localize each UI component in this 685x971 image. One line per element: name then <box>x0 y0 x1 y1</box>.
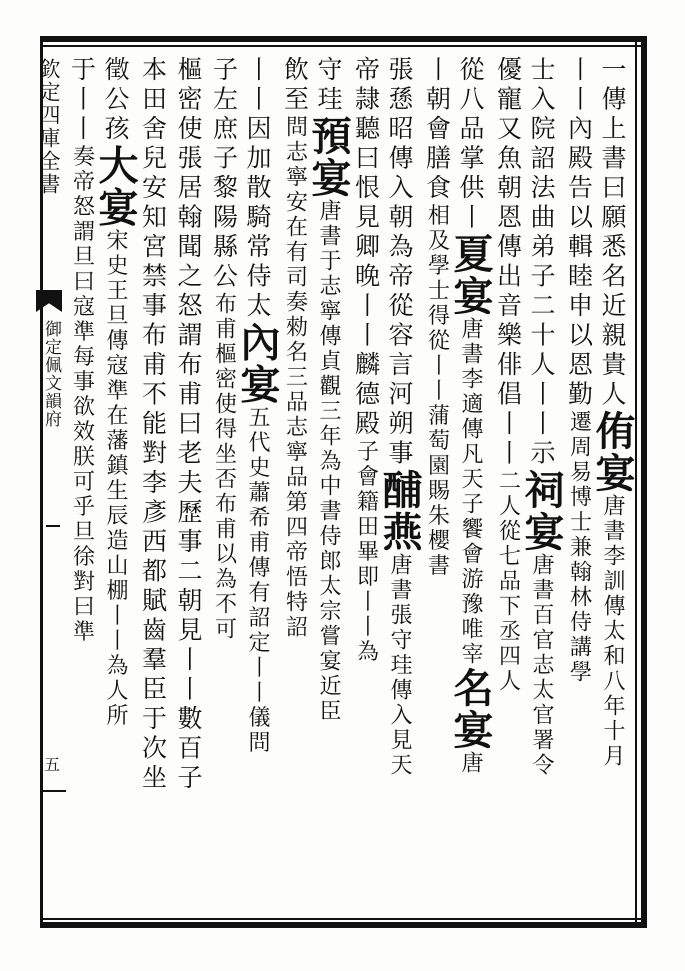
frame-top-rule <box>40 36 645 42</box>
body-text: 優寵又魚朝恩傳出音樂俳倡丨丨 <box>493 56 523 469</box>
text-column <box>234 56 281 916</box>
headword: 侑宴 <box>589 410 636 494</box>
headword: 內宴 <box>234 321 281 406</box>
body-text: 樞密使張居翰聞之怒謂布甫曰老夫歷事二朝見丨丨數百子 <box>174 56 203 794</box>
annotation-text: 二人從七品下丞四人 <box>495 469 521 694</box>
margin-book-title: 御定佩文韻府 <box>41 320 61 428</box>
body-text: 守珪 <box>314 56 343 115</box>
headword: 酺燕 <box>376 469 423 553</box>
frame-bottom-inner-rule <box>40 918 645 920</box>
text-column <box>447 56 494 916</box>
body-text: 于丨丨 <box>67 56 97 145</box>
text-column <box>305 56 352 916</box>
text-column <box>64 56 100 916</box>
annotation-text: 書 <box>424 553 450 579</box>
text-column <box>277 56 313 916</box>
margin-divider <box>46 525 60 527</box>
body-text: 士入院詔法曲弟子二十人丨丨示 <box>527 56 556 469</box>
annotation-text: 奏帝怒謂旦曰寇準每事欲效朕可乎旦徐對曰準 <box>69 144 95 645</box>
annotation-text: 唐書張守珪傳入見天 <box>387 553 412 778</box>
headword: 夏宴 <box>447 233 494 317</box>
text-column <box>518 56 565 916</box>
margin-collection-title: 欽定四庫全書 <box>37 58 61 196</box>
annotation-text: 問志寧安在有司奏勑名三品志寧品第四帝悟特詔 <box>282 115 308 640</box>
frame-right-rule <box>641 36 647 928</box>
annotation-text: 布甫樞密使得坐否布甫以為不可 <box>211 292 237 642</box>
annotation-text: 子會籍田畢即丨丨為 <box>353 439 379 665</box>
annotation-text: 遷周易博士兼翰林侍講學 <box>566 410 592 685</box>
text-column <box>348 56 384 916</box>
body-text: 丨朝會膳食 <box>422 56 452 204</box>
body-text: 帝隷聽曰恨見卿晚丨丨麟德殿 <box>351 56 381 440</box>
text-column <box>376 56 423 916</box>
text-column <box>589 56 636 916</box>
frame-bottom-rule <box>40 922 645 928</box>
margin-divider-lower <box>40 790 66 792</box>
body-text: 本田舍兒安知宮禁事布甫不能對李彥西都賦齒羣臣于次坐 <box>138 56 168 794</box>
text-column <box>419 56 455 916</box>
body-text: 丨丨因加散騎常侍太 <box>243 56 272 322</box>
headword: 大宴 <box>92 144 139 229</box>
body-text: 從八品掌供丨 <box>456 56 485 233</box>
text-column <box>206 56 242 916</box>
margin-page-number: 五 <box>43 755 60 774</box>
body-text: 子左庶子黎陽縣公 <box>209 56 239 292</box>
body-text: 飲至 <box>280 56 310 115</box>
frame-top-inner-rule <box>40 45 645 47</box>
text-column <box>135 56 171 916</box>
annotation-text: 唐書李適傳凡天子饗會游豫唯宰 <box>458 317 483 667</box>
annotation-text: 宋史王旦傳寇準在藩鎮生辰造山棚丨丨為人所 <box>103 228 128 729</box>
headword: 預宴 <box>305 115 352 199</box>
annotation-text: 唐書于志寧傳貞觀三年為中書侍郎太宗嘗宴近臣 <box>316 199 341 724</box>
headword: 祠宴 <box>518 469 565 553</box>
body-text: 徵公孩 <box>101 56 130 145</box>
annotation-text: 唐 <box>458 751 483 776</box>
fish-tail-mark <box>36 290 62 312</box>
annotation-text: 唐書李訓傳太和八年十月 <box>600 494 625 769</box>
body-text: 丨丨內殿告以輯睦申以恩勤 <box>564 56 594 410</box>
annotation-text: 五代史蕭希甫傳有詔定丨丨儀問 <box>245 405 270 756</box>
headword: 名宴 <box>447 667 494 751</box>
body-text: 張愻昭傳入朝為帝從容言河朔事 <box>385 56 414 469</box>
text-column <box>490 56 526 916</box>
text-column <box>171 56 207 916</box>
body-text: 一傳上書曰願悉名近親貴人 <box>598 56 627 410</box>
text-column <box>561 56 597 916</box>
annotation-text: 唐書百官志太官署令 <box>529 553 554 778</box>
text-column <box>92 56 139 916</box>
annotation-text: 相及學士得從丨丨蒲萄園賜朱櫻 <box>424 203 450 554</box>
